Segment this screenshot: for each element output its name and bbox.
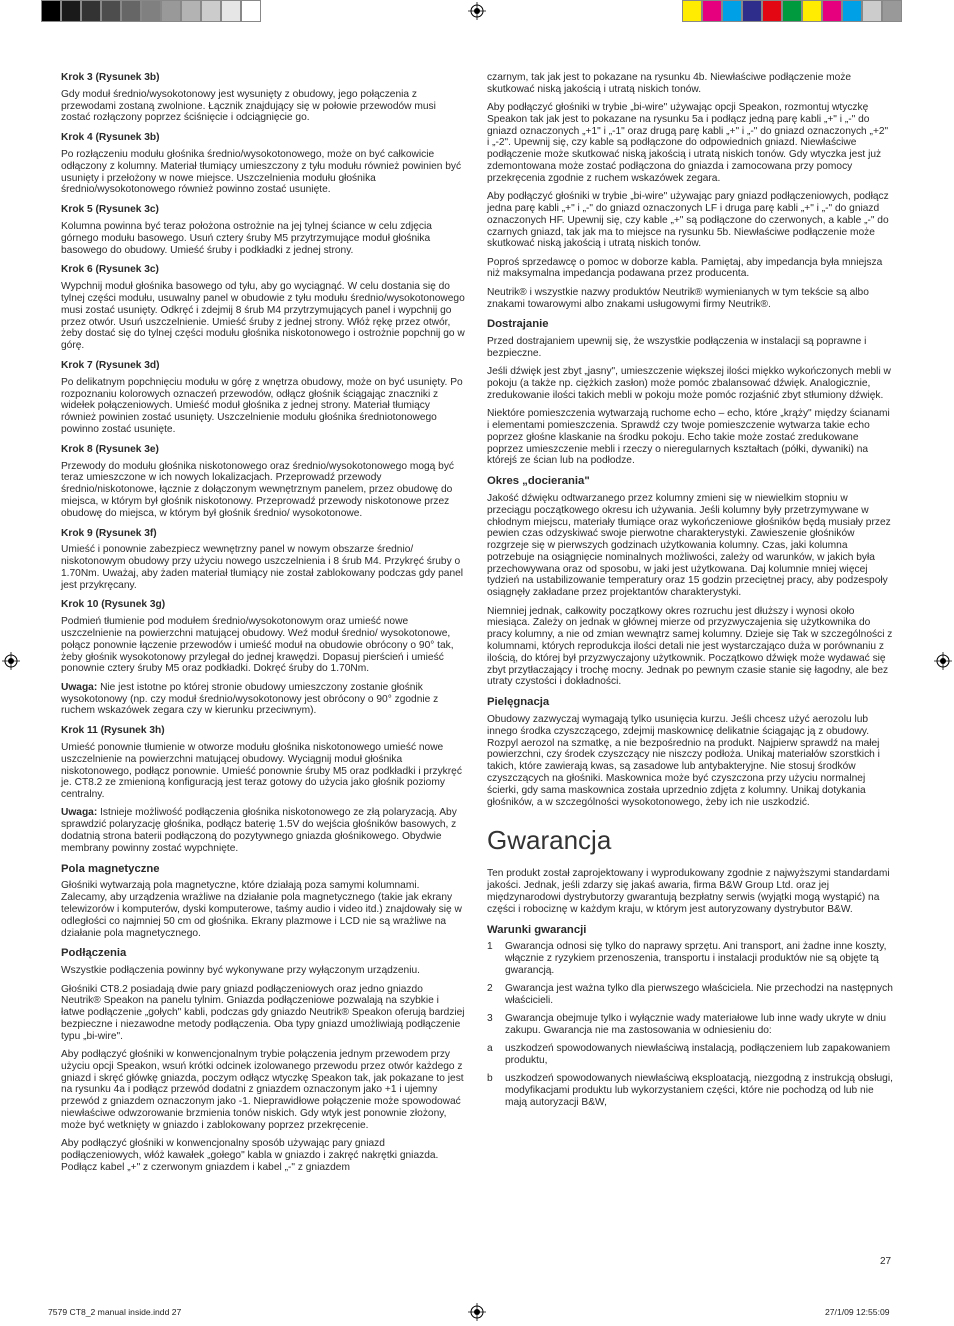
- paragraph: Aby podłączyć głośniki w trybie „bi-wire" używając pary gniazd podłączeniowych, podłącz jedna parę kabli „+" i „-" do gniazd oznaczonych LF i druga parę kabli „+" i „-" do gniazd oznaczonych HF. Upewnij się, czy kable „+" są podłączone do czerwonych, a kable „-" do czarnych gniazd, tak jak ma to miejsce na rysunku 5b. Niewłaściwe podłączenie może skutkować niską jakością i utratą niskich tonów.: [487, 191, 889, 250]
- registration-mark-icon: [468, 1303, 486, 1321]
- color-swatch: [141, 0, 161, 22]
- section-heading: Krok 7 (Rysunek 3d): [61, 359, 160, 371]
- color-swatch: [862, 0, 882, 22]
- list-item-text: Gwarancja obejmuje tylko i wyłącznie wady materiałowe lub inne wady ukryte w dniu zakupu. Gwarancja nie ma zastosowania w odniesieniu do:: [505, 1013, 887, 1037]
- section-heading: Warunki gwarancji: [487, 923, 587, 936]
- list-item-marker: a: [487, 1043, 493, 1055]
- paragraph: Przed dostrajaniem upewnij się, że wszystkie podłączenia w instalacji są poprawne i bezpieczne.: [487, 336, 867, 359]
- note-text: Nie jest istotne po której stronie obudowy umieszczony zostanie głośnik wysokotonowy (np. czy moduł średnio/wysokotonowy jest obrócony o 90° zgodnie z ruchem wskazówek zegara czy w kierunku przeciwnym).: [61, 681, 439, 717]
- registration-mark-icon: [2, 652, 20, 670]
- cmyk-color-bar: [682, 0, 902, 22]
- list-item: [487, 983, 893, 1007]
- file-slug: 7579 CT8_2 manual inside.indd 27: [48, 1307, 182, 1317]
- paragraph: Wypchnij moduł głośnika basowego od tyłu, aby go wyciągnąć. W celu dostania się do tylnej części modułu, usuwalny panel w obudowie z tyłu modułu średnio/wysokotonowego musi zostać usunięty. Odkręć i zdejmij 8 śrub M4 przytrzymujących panel i wypchnij go przez otwór. Usuń uszczelnienie. Umieść śruby z jednej strony. Włóż rękę przez otwór, żeby dostać się do tylnej części modułu głośnika niskotonowego i ostrożnie popchnij go w górę.: [61, 281, 465, 352]
- color-swatch: [762, 0, 782, 22]
- color-swatch: [81, 0, 101, 22]
- warranty-terms-list: [487, 941, 893, 1109]
- section-heading: Krok 4 (Rysunek 3b): [61, 132, 160, 144]
- paragraph: Umieść i ponownie zabezpiecz wewnętrzny panel w nowym obszarze średnio/ niskotonowym obudowy przy użyciu nowego uszczelnienia i 8 śrub M4. Przykręć śruby o 1.70Nm. Uważaj, aby żaden materiał tłumiący nie został zablokowany podczas gdy panel jest przykręcany.: [61, 544, 464, 591]
- paragraph: Umieść ponownie tłumienie w otworze modułu głośnika niskotonowego umieść nowe uszczelnienie na powierzchni matującej obudowy. Wyciągnij moduł głośnika niskotonowego, podłącz ponownie. Umieść ponownie śruby M5 oraz podkładki i przykręć je. CT8.2 ze zmienioną konfiguracją jest teraz gotowy do użycia jako głośnik poziomy centralny.: [61, 741, 462, 801]
- paragraph: Gdy moduł średnio/wysokotonowy jest wysunięty z obudowy, jego połączenia z przewodami zostaną zwolnione. Łącznik znajdujący się w połowie przewodów musi zostać rozłączony poprzez ściśnięcie i odciągnięcie go.: [61, 88, 436, 124]
- paragraph: Niektóre pomieszczenia wytwarzają ruchome echo – echo, które „krąży" między ścianami i elementami pomieszczenia. Sprawdź czy twoje pomieszczenie wytwarza takie echo poprzez głośne klaskanie na środku pokoju. Echo takie może zostać zredukowane poprzez umieszczenie mebli i rzeczy o nieregularnych kształtach (półki, dywaniki) na którejś ze ścian lub na podłodze.: [487, 408, 890, 467]
- list-item-text: Gwarancja jest ważna tylko dla pierwszego właściciela. Nie przechodzi na następnych właścicieli.: [505, 983, 893, 1006]
- paragraph: Podmień tłumienie pod modułem średnio/wysokotonowym oraz umieść nowe uszczelnienie na powierzchni matującej obudowy. Weź moduł średnio/ wysokotonowe, połącz ponownie łączenie przewodów i umieść moduł na obudowie obrócony o 90° tak, żeby głośnik wysokotonowy przylegał do jednej krawędzi. Dopasuj pierścień i umieść ponownie cztery śruby M5 oraz podkładki. Dokręć śruby do 1.70Nm.: [61, 616, 454, 675]
- paragraph: Wszystkie podłączenia powinny być wykonywane przy wyłączonym urządzeniu.: [61, 965, 420, 977]
- note-label: Uwaga:: [61, 681, 98, 693]
- list-item: [487, 1013, 893, 1037]
- paragraph: Jeśli dźwięk jest zbyt „jasny", umieszczenie większej ilości miękko wykończonych mebli w pokoju (a także np. ciężkich zasłon) może pomóc zbalansować dźwięk. Analogicznie, zredukowanie ilości takich mebli w pokoju może pomóc rozjaśnić zbyt stłumiony dźwięk.: [487, 366, 891, 401]
- list-item-marker: b: [487, 1073, 493, 1085]
- gray-color-bar: [41, 0, 261, 22]
- paragraph: Przewody do modułu głośnika niskotonowego oraz średnio/wysokotonowego mogą być teraz umieszczone w ich nowych lokalizacjach. Przeprowadź przewody średnio/niskotonowe, łącznie z dołączonym wewnętrznym panelem, przez obudowę do miejsca, w którym był głośnik niskotonowy. Przeprowadź przewody niskotonowe przez obudowę do miejsca, w którym był głośnik średnio/ wysokotonowe.: [61, 460, 455, 519]
- color-swatch: [782, 0, 802, 22]
- section-heading: Pola magnetyczne: [61, 862, 160, 875]
- registration-mark-icon: [934, 652, 952, 670]
- list-item-marker: 3: [487, 1013, 493, 1025]
- section-heading: Krok 11 (Rysunek 3h): [61, 725, 165, 737]
- color-swatch: [181, 0, 201, 22]
- page-number: 27: [880, 1256, 892, 1267]
- color-swatch: [161, 0, 181, 22]
- color-swatch: [61, 0, 81, 22]
- paragraph: Po rozłączeniu modułu głośnika średnio/wysokotonowego, może on być całkowicie odłączony z kolumny. Materiał tłumiący umieszczony z tyłu modułu również powinien być usunięty i przełożony w nowe miejsce. Uszczelnienia modułu głośnika średnio/wysokotonowego również powinno zostać usunięte.: [61, 148, 462, 196]
- paragraph: Ten produkt został zaprojektowany i wyprodukowany zgodnie z najwyższymi standardami jakości. Jednak, jeśli zdarzy się jakaś awaria, firma B&W Group Ltd. oraz jej międzynarodowi dystrybutorzy gwarantują bezpłatny serwis (wyjątki mogą wystąpić) na części i robociznę w każdym kraju, w którym jest autoryzowany dystrybutor B&W.: [487, 868, 890, 915]
- color-swatch: [842, 0, 862, 22]
- color-swatch: [702, 0, 722, 22]
- date-slug: 27/1/09 12:55:09: [825, 1307, 890, 1317]
- left-column: [61, 72, 465, 1180]
- color-swatch: [742, 0, 762, 22]
- list-item: [487, 1073, 893, 1108]
- note-paragraph: [61, 807, 465, 854]
- list-item: [487, 941, 893, 976]
- color-swatch: [241, 0, 261, 22]
- section-heading: Krok 5 (Rysunek 3c): [61, 204, 159, 216]
- section-heading: Podłączenia: [61, 947, 127, 960]
- color-swatch: [882, 0, 902, 22]
- list-item-marker: 1: [487, 941, 493, 953]
- color-swatch: [682, 0, 702, 22]
- color-swatch: [802, 0, 822, 22]
- color-swatch: [221, 0, 241, 22]
- section-heading: Okres „docierania": [487, 475, 590, 488]
- registration-mark-icon: [468, 2, 486, 20]
- page-title: Gwarancja: [487, 825, 612, 856]
- note-label: Uwaga:: [61, 807, 98, 819]
- color-swatch: [822, 0, 842, 22]
- color-swatch: [201, 0, 221, 22]
- paragraph: Głośniki CT8.2 posiadają dwie pary gniazd podłączeniowych oraz jedno gniazdo Neutrik® Speakon na panelu tylnim. Gniazda podłączeniowe pozwalają na szybkie i łatwe podłączenie „gołych" kabli, podczas gdy gniazdo Neutrik® Speakon oferują bardziej bezpieczne i niezawodne metody podłączenia. Oba typy gniazd umożliwiają podłączenie typu „bi-wire".: [61, 983, 465, 1042]
- list-item-text: uszkodzeń spowodowanych niewłaściwą eksploatacją, niezgodną z instrukcją obsługi, modyfikacjami produktu lub wykorzystaniem części, które nie pochodzą od lub nie mają autoryzacji B&W,: [505, 1073, 893, 1109]
- paragraph: Głośniki wytwarzają pola magnetyczne, które działają poza samymi kolumnami. Zalecamy, aby urządzenia wrażliwe na działanie pola magnetycznego (takie jak ekrany telewizorów i komputerów, dyski komputerowe, taśmy audio i video itd.) znajdowały się w odległości co najmniej 50 cm od głośnika. Ekrany plazmowe i LCD nie są wrażliwe na działanie pola magnetycznego.: [61, 880, 462, 939]
- paragraph: Jakość dźwięku odtwarzanego przez kolumny zmieni się w niewielkim stopniu w przeciągu początkowego okresu ich używania. Jeśli kolumny były przetrzymywane w chłodnym miejscu, materiały tłumiące oraz wykończeniowe głośników będą musiały przez pewien czas odzyskiwać swoje pierwotne charakterystyki. Zawieszenie głośników rozgrzeje się w pierwszych godzinach użytkowania kolumny. Czas, jaki kolumna potrzebuje na osiągnięcie nominalnych możliwości, zależy od warunków, w jakich była przechowywana oraz od sposobu, w jaki jest użytkowana. Daj kolumnie mniej więcej tydzień na ustabilizowanie temperatury oraz 15 godzin przeciętnej pracy, aby podzespoły osiągnęły zakładane przez projektantów charakterystyki.: [487, 492, 891, 599]
- list-item-marker: 2: [487, 983, 493, 995]
- paragraph: Obudowy zazwyczaj wymagają tylko usunięcia kurzu. Jeśli chcesz użyć aerozolu lub innego środka czyszczącego, zdejmij maskownicę delikatnie ściągając ją z obudowy. Rozpyl aerozol na szmatkę, a nie bezpośrednio na produkt. Najpierw sprawdź na małej powierzchni, czy środek czyszczący nie niszczy podłoża. Unikaj materiałów szorstkich i takich, które zawierają kwas, są zasadowe lub antybakteryjne. Nie stosuj środków czyszczących na głośniki. Maskownica może być czyszczona przy użyciu normalnej ścierki, gdy sama maskownica została uprzednio zdjęta z kolumny. Unikaj dotykania głośników, a w szczególności wysokotonowego, żeby ich nie uszkodzić.: [487, 713, 880, 808]
- right-column: [487, 72, 893, 1115]
- section-heading: Krok 9 (Rysunek 3f): [61, 527, 157, 539]
- note-text: Istnieje możliwość podłączenia głośnika niskotonowego ze złą polaryzacją. Aby sprawdzić polaryzację głośnika, podłącz baterię 1.5V do wejścia głośników basowych, z dodatnią strona baterii podłączoną do pozytywnego gniazda głośnikowego. Obydwie membrany powinny zostać wypchnięte.: [61, 807, 457, 854]
- paragraph: czarnym, tak jak jest to pokazane na rysunku 4b. Niewłaściwe podłączenie może skutkować niską jakością i utratą niskich tonów.: [487, 72, 852, 95]
- paragraph: Neutrik® i wszystkie nazwy produktów Neutrik® wymienianych w tym tekście są albo znakami towarowymi albo znakami usługowymi firmy Neutrik®.: [487, 286, 869, 310]
- list-item-text: Gwarancja odnosi się tylko do naprawy sprzętu. Ani transport, ani żadne inne koszty, włącznie z ryzykiem przenoszenia, transportu i instalacji produktów nie są objęte tą gwarancją.: [505, 941, 887, 976]
- paragraph: Po delikatnym popchnięciu modułu w górę z wnętrza obudowy, może on być usunięty. Po rozpoznaniu kolorowych oznaczeń przewodów, odłącz głośnik ściągając znaczniki z widełek połączeniowych. Umieść moduł głośnika z jednej strony. Materiał tłumiący również powinien zostać usunięty. Uszczelnienie modułu głośnika średniotonowego powinno zostać usunięte.: [61, 376, 463, 435]
- section-heading: Krok 6 (Rysunek 3c): [61, 264, 159, 276]
- color-swatch: [121, 0, 141, 22]
- paragraph: Aby podłączyć głośniki w konwencjonalnym trybie połączenia jednym przewodem przy użyciu opcji Speakon, wsuń krótki odcinek izolowanego przewodu przez otwór każdego z gniazd i skręć główkę gniazda, poczym odłącz wtyczkę Speakon tak, jak pokazane to jest na rysunku 4a i podłącz przewód dodatni z gniazdem oznaczonym jako +1 i ujemny przewód z gniazdem oznaczonym jako -1. Nieprawidłowe połączenie może spowodować niewłaściwe odwzorowanie brzmienia tonów niskich. Gdy wtyk jest ponownie złożony, może być wetknięty w gniazdo i zablokowany poprzez przekręcenie.: [61, 1048, 464, 1131]
- paragraph: Aby podłączyć głośniki w konwencjonalny sposób używając pary gniazd podłączeniowych, włóż kawałek „gołego" kabla w gniazdo i zakręć nakrętki gniazda. Podłącz kabel „+" z czerwonym gniazdem i kabel „-" z gniazdem: [61, 1138, 439, 1173]
- section-heading: Pielęgnacja: [487, 696, 550, 709]
- color-swatch: [41, 0, 61, 22]
- color-swatch: [722, 0, 742, 22]
- section-heading: Krok 10 (Rysunek 3g): [61, 599, 166, 611]
- section-heading: Krok 8 (Rysunek 3e): [61, 443, 159, 455]
- paragraph: Poproś sprzedawcę o pomoc w doborze kabla. Pamiętaj, aby impedancja była mniejsza niż maksymalna impedancja podawana przez producenta.: [487, 256, 883, 280]
- note-paragraph: [61, 682, 465, 717]
- paragraph: Kolumna powinna być teraz położona ostrożnie na jej tylnej ściance w celu zdjęcia górnego modułu basowego. Usuń cztery śruby M5 przytrzymujące moduł głośnika basowego do obudowy. Umieść śruby i podkładki z jednej strony.: [61, 220, 432, 256]
- list-item-text: uszkodzeń spowodowanych niewłaściwą instalacją, podłączeniem lub zapakowaniem produktu,: [505, 1043, 891, 1067]
- paragraph: Aby podłączyć głośniki w trybie „bi-wire" używając opcji Speakon, rozmontuj wtyczkę Speakon tak jak jest to pokazane na rysunku 5a i podłącz jedną parę kabli „+" i „-" do gniazd oznaczonych „+1" i „-1" oraz drugą parę kabli „+" i „-" do gniazd oznaczonych „+2" i „-2". Upewnij się, czy kable są podłączone do odpowiednich gniazd. Niewłaściwe podłączenie może skutkować niską jakością i utratą niskich tonów. Gdy wtyczka jest już zdemontowana może zostać podłączona do gniazda i zamocowana przy pomocy przekręcenia zgodnie z ruchem wskazówek zegara.: [487, 102, 889, 184]
- section-heading: Krok 3 (Rysunek 3b): [61, 72, 160, 83]
- section-heading: Dostrajanie: [487, 318, 549, 331]
- paragraph: Niemniej jednak, całkowity początkowy okres rozruchu jest dłuższy i wynosi około miesiąca. Zależy on jednak w głównej mierze od przyzwyczajenia się użytkownika do pracy kolumny, a nie od zmian wewnątrz samej kolumny. Dzieje się Tak w szczególności z kolumnami, których reprodukcja ilości detali nie jest wystarczająco duża w porównaniu z ilością, do której był przyzwyczajony użytkownik. Początkowo dźwięk może wydawać się zbyt przytłaczający i trochę mocny. Jednak po pewnym czasie stanie się łagodny, ale bez utraty czystości i dokładności.: [487, 605, 893, 688]
- list-item: [487, 1043, 893, 1067]
- color-swatch: [101, 0, 121, 22]
